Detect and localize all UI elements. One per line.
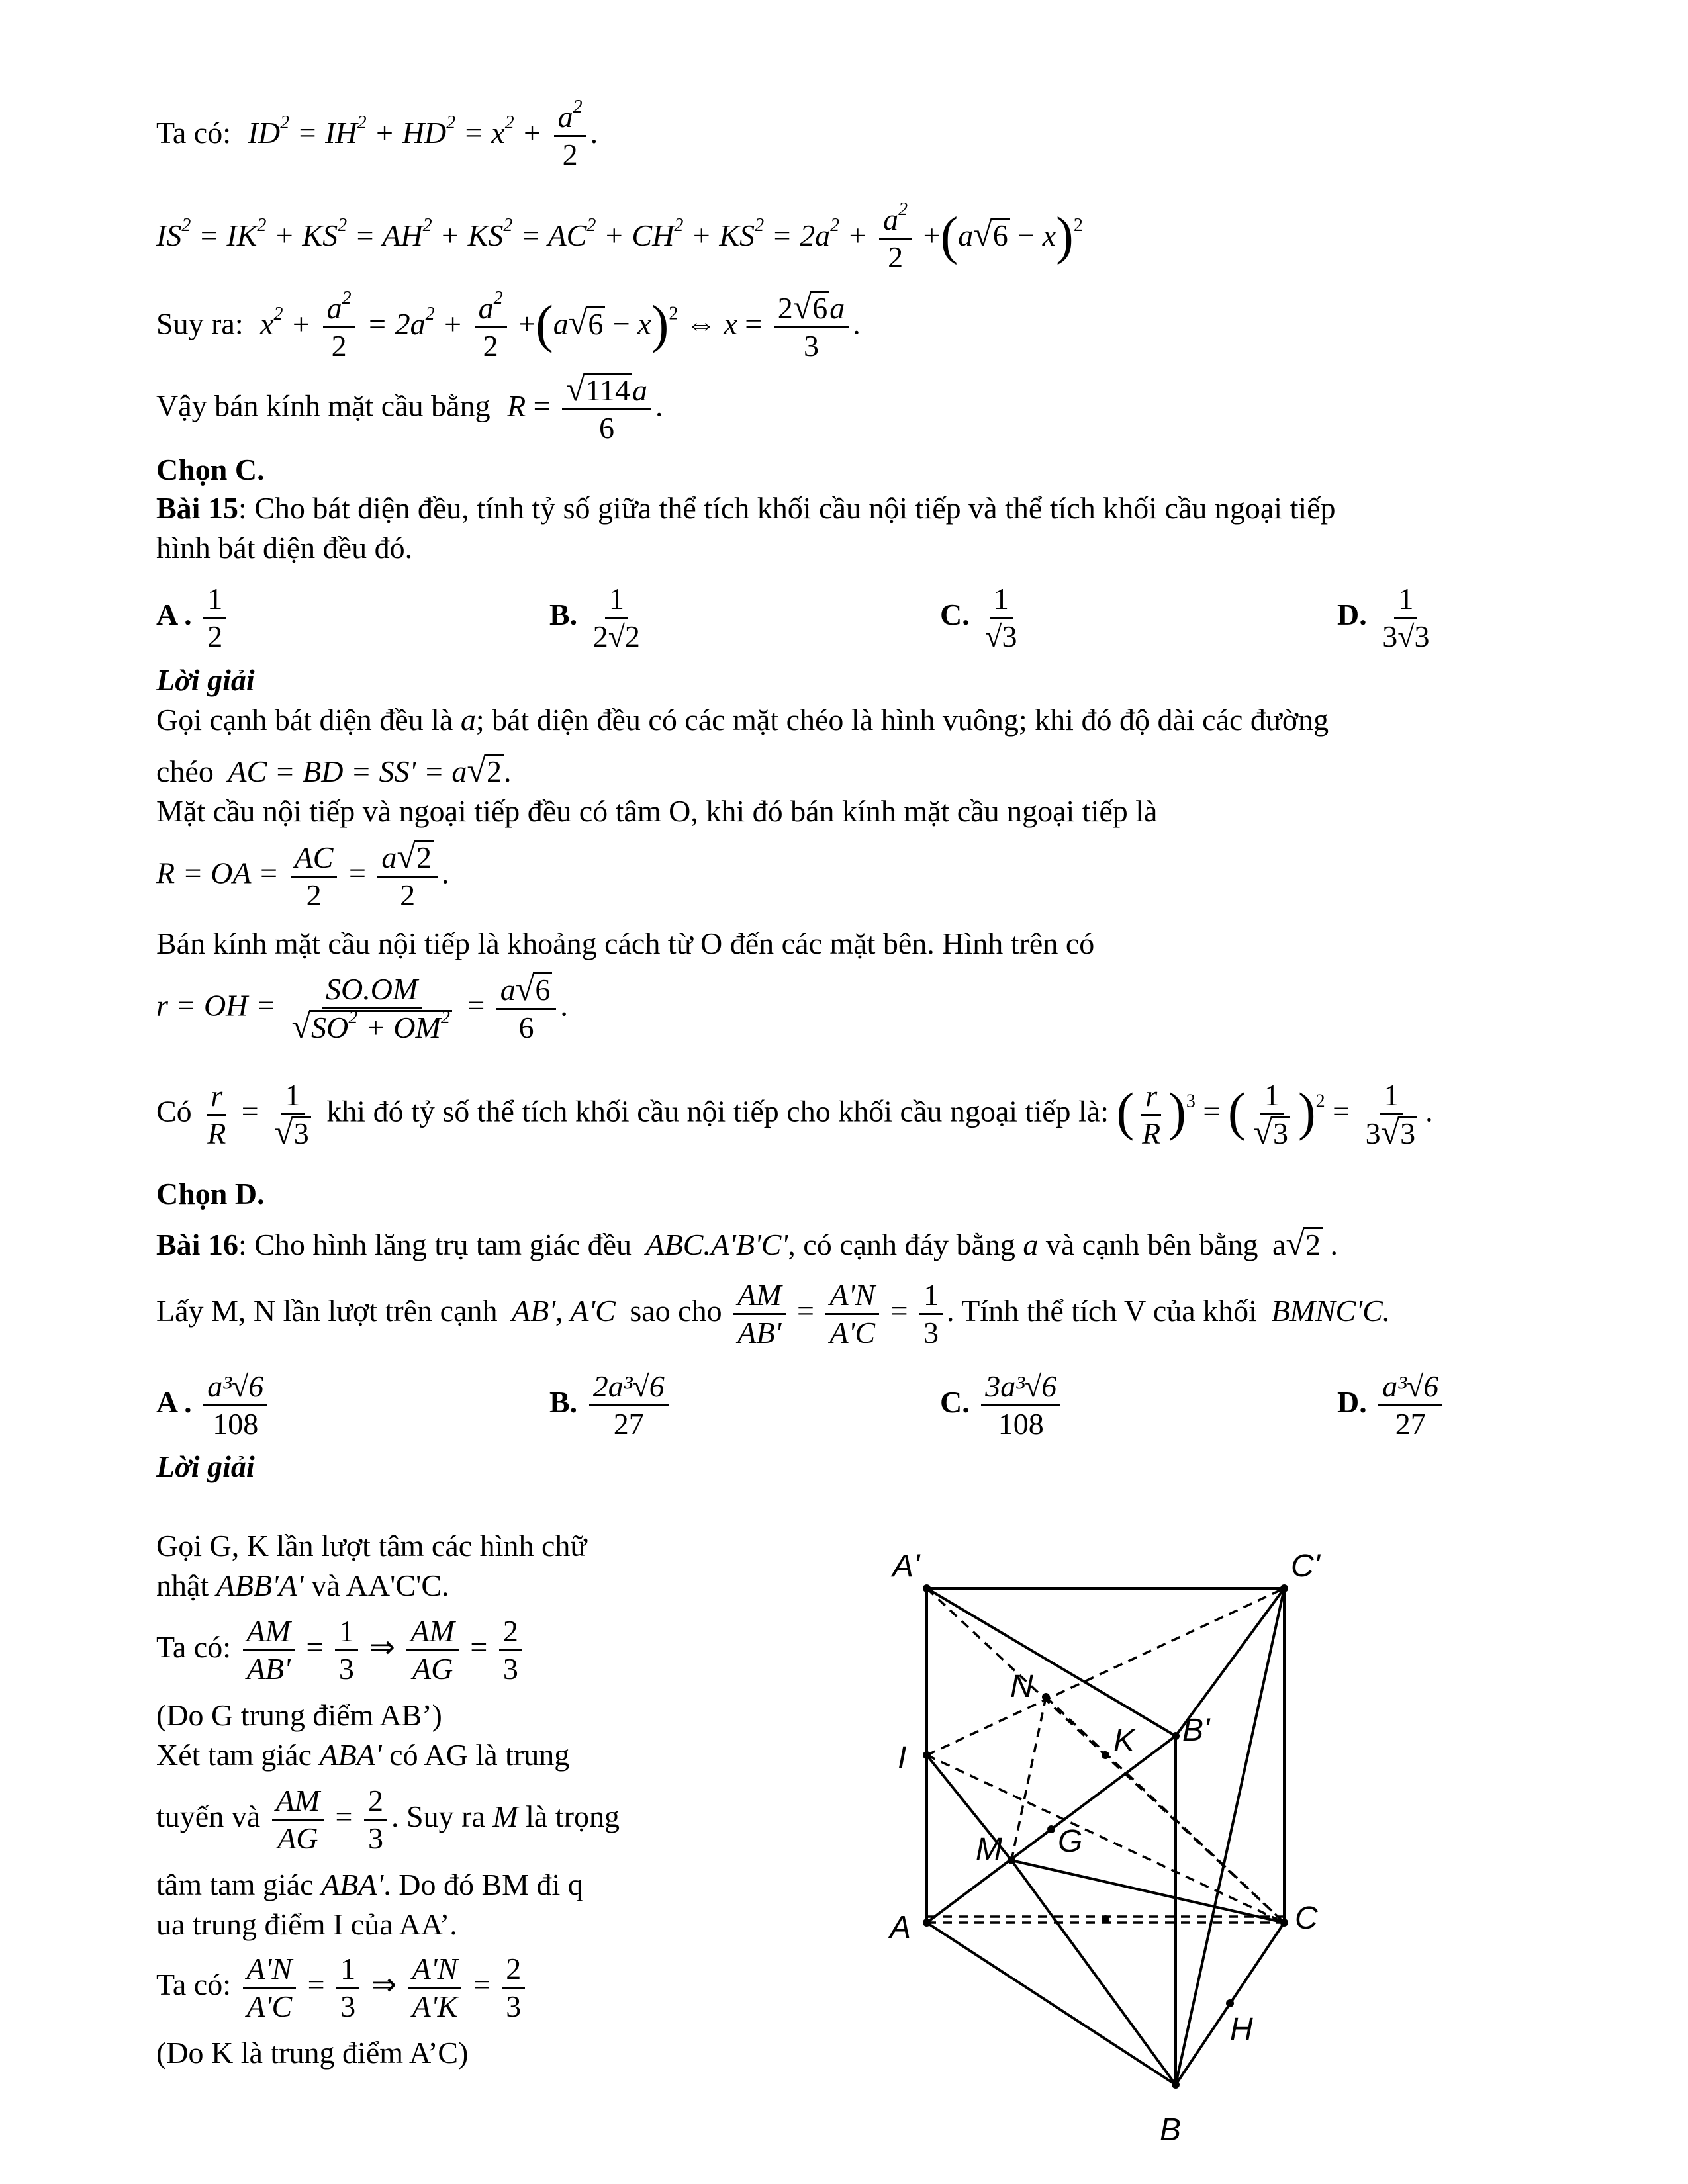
dashed-i-c1: [927, 1588, 1284, 1755]
point-n: [1042, 1693, 1050, 1701]
sol16-line7: tâm tam giác ABA'. Do đó BM đi q: [156, 1868, 583, 1901]
point-b1: [1172, 1732, 1180, 1740]
bai16-option-c: C. $\frac{\text{3a³√6}}{108}$: [940, 1369, 1064, 1442]
sol16-line5: Xét tam giác ABA' có AG là trung: [156, 1738, 570, 1772]
edge-a1-b1: [927, 1588, 1176, 1736]
sol16-line1: Gọi G, K lần lượt tâm các hình chữ: [156, 1529, 587, 1563]
label-b: B: [1160, 2113, 1182, 2148]
bai16-option-a: A . $\frac{\text{a³√6}}{108}$: [156, 1369, 271, 1442]
label-a1: A': [892, 1549, 920, 1584]
label-n: N: [1010, 1669, 1033, 1704]
edge-m-c: [1011, 1860, 1284, 1923]
point-c: [1280, 1919, 1288, 1927]
answer-choose-c: Chọn C.: [156, 453, 265, 486]
point-g: [1047, 1825, 1055, 1833]
bai16-question-line2: Lấy M, N lần lượt trên cạnh AB', A'C sao cho $\frac{AM}{AB'}$ = $\frac{A'N}{A'C}$ = $\frac{1}{3}$ . Tính thể tích V của khối BMNC'C.: [156, 1278, 1391, 1349]
bai15-option-b: B. $\frac{1}{2√2}$: [549, 582, 640, 653]
sol16-line8: ua trung điểm I của AA’.: [156, 1907, 457, 1941]
sol15-outer-radius: R = OA = $\frac{AC}{2}$ = $\frac{a√2}{2}$ .: [156, 838, 449, 912]
loi-giai-heading-2: Lời giải: [156, 1449, 255, 1483]
loi-giai-heading-1: Lời giải: [156, 663, 255, 697]
point-a: [923, 1919, 931, 1927]
point-k: [1102, 1751, 1109, 1759]
sol15-line5: Bán kính mặt cầu nội tiếp là khoảng cách từ O đến các mặt bên. Hình trên có: [156, 927, 1095, 960]
bai15-question-line2: hình bát diện đều đó.: [156, 531, 413, 565]
point-c1: [1280, 1584, 1288, 1592]
sol15-ratio: Có $\frac{r}{R}$ = $\frac{1}{√3}$ khi đó tỷ số thể tích khối cầu nội tiếp cho khối cầu ngoại tiếp là: ( $\frac{r}{R}$ )$^3$ = ( $\frac{1}{√3}$ )$^2$ = $\frac{1}{3√3}$ .: [156, 1078, 1433, 1152]
bai15-question-line1: Bài 15: Cho bát diện đều, tính tỷ số giữa thể tích khối cầu nội tiếp và thể tích khối cầu ngoại tiếp: [156, 491, 1336, 525]
label-k: K: [1113, 1723, 1135, 1758]
answer-choose-d: Chọn D.: [156, 1177, 265, 1210]
label-m: M: [976, 1832, 1002, 1867]
point-b: [1172, 2081, 1180, 2089]
eq-radius-result: Vậy bán kính mặt cầu bằng R = $\frac{√114a}{6}$ .: [156, 371, 663, 445]
point-m: [1008, 1856, 1015, 1864]
bai16-question-line1: Bài 16: Cho hình lăng trụ tam giác đều ABC.A'B'C', có cạnh đáy bằng a và cạnh bên bằng a√2 .: [156, 1225, 1338, 1263]
bai16-option-b: B. $\frac{\text{2a³√6}}{27}$: [549, 1369, 673, 1442]
sol16-line10: (Do K là trung điểm A’C): [156, 2036, 469, 2070]
point-h: [1226, 1999, 1234, 2007]
label-c: C: [1295, 1901, 1318, 1936]
eq-suy-ra: Suy ra: $x^2$ + $\frac{a^2}{2}$ = $2a^2$ + $\frac{a^2}{2}$ $+(a√6 - x)^2$ ⇔ x = $\frac{2√6a}{3}$ .: [156, 287, 861, 363]
label-b1: B': [1182, 1713, 1210, 1748]
sol15-line2: chéo AC = BD = SS' = a√2.: [156, 752, 512, 790]
edge-b-m: [1011, 1860, 1176, 2085]
bai16-option-d: D. $\frac{\text{a³√6}}{27}$: [1337, 1369, 1446, 1442]
point-i: [923, 1751, 931, 1759]
sol16-line6: tuyến và $\frac{AM}{AG}$ = $\frac{2}{3}$ . Suy ra M là trọng: [156, 1784, 620, 1855]
edge-a-b: [927, 1923, 1176, 2085]
bai15-option-d: D. $\frac{1}{3√3}$: [1337, 582, 1430, 653]
sol15-inner-radius: r = OH = $\frac{SO.OM}{√SO^2 + OM^2}$ = $\frac{a√6}{6}$ .: [156, 970, 568, 1046]
label-a: A: [890, 1910, 912, 1945]
sol15-line3: Mặt cầu nội tiếp và ngoại tiếp đều có tâm O, khi đó bán kính mặt cầu ngoại tiếp là: [156, 794, 1158, 828]
point-a1: [923, 1584, 931, 1592]
bai15-option-c: C. $\frac{1}{√3}$: [940, 582, 1017, 653]
point-mid-ac: [1102, 1915, 1109, 1923]
bai15-option-a: A . $\frac{1}{2}$: [156, 581, 230, 655]
label-h: H: [1230, 2012, 1253, 2047]
eq-id-squared: Ta có: $ID^2 = IH^2 + HD^2 = x^2$ + $\frac{a^2}{2}$ .: [156, 97, 598, 171]
label-i: I: [898, 1741, 907, 1776]
sol16-line4: (Do G trung điểm AB’): [156, 1698, 442, 1732]
label-g: G: [1058, 1824, 1083, 1859]
sol16-line2: nhật ABB'A' và AA'C'C.: [156, 1569, 449, 1602]
sol15-line1: Gọi cạnh bát diện đều là a; bát diện đều có các mặt chéo là hình vuông; khi đó độ dài các đường: [156, 703, 1329, 737]
sol16-line9: Ta có: $\frac{A'N}{A'C}$ = $\frac{1}{3}$ ⇒ $\frac{A'N}{A'K}$ = $\frac{2}{3}$: [156, 1951, 529, 2025]
prism-figure: [861, 1522, 1364, 2171]
label-c1: C': [1291, 1549, 1320, 1584]
sol16-line3: Ta có: $\frac{AM}{AB'}$ = $\frac{1}{3}$ ⇒ $\frac{AM}{AG}$ = $\frac{2}{3}$: [156, 1614, 526, 1687]
eq-is-squared: $IS^2 = IK^2 + KS^2 = AH^2 + KS^2 = AC^2 + CH^2 + KS^2 = 2a^2$ + $\frac{a^2}{2}$ $+(a√6 - x)^2$: [156, 199, 1083, 274]
